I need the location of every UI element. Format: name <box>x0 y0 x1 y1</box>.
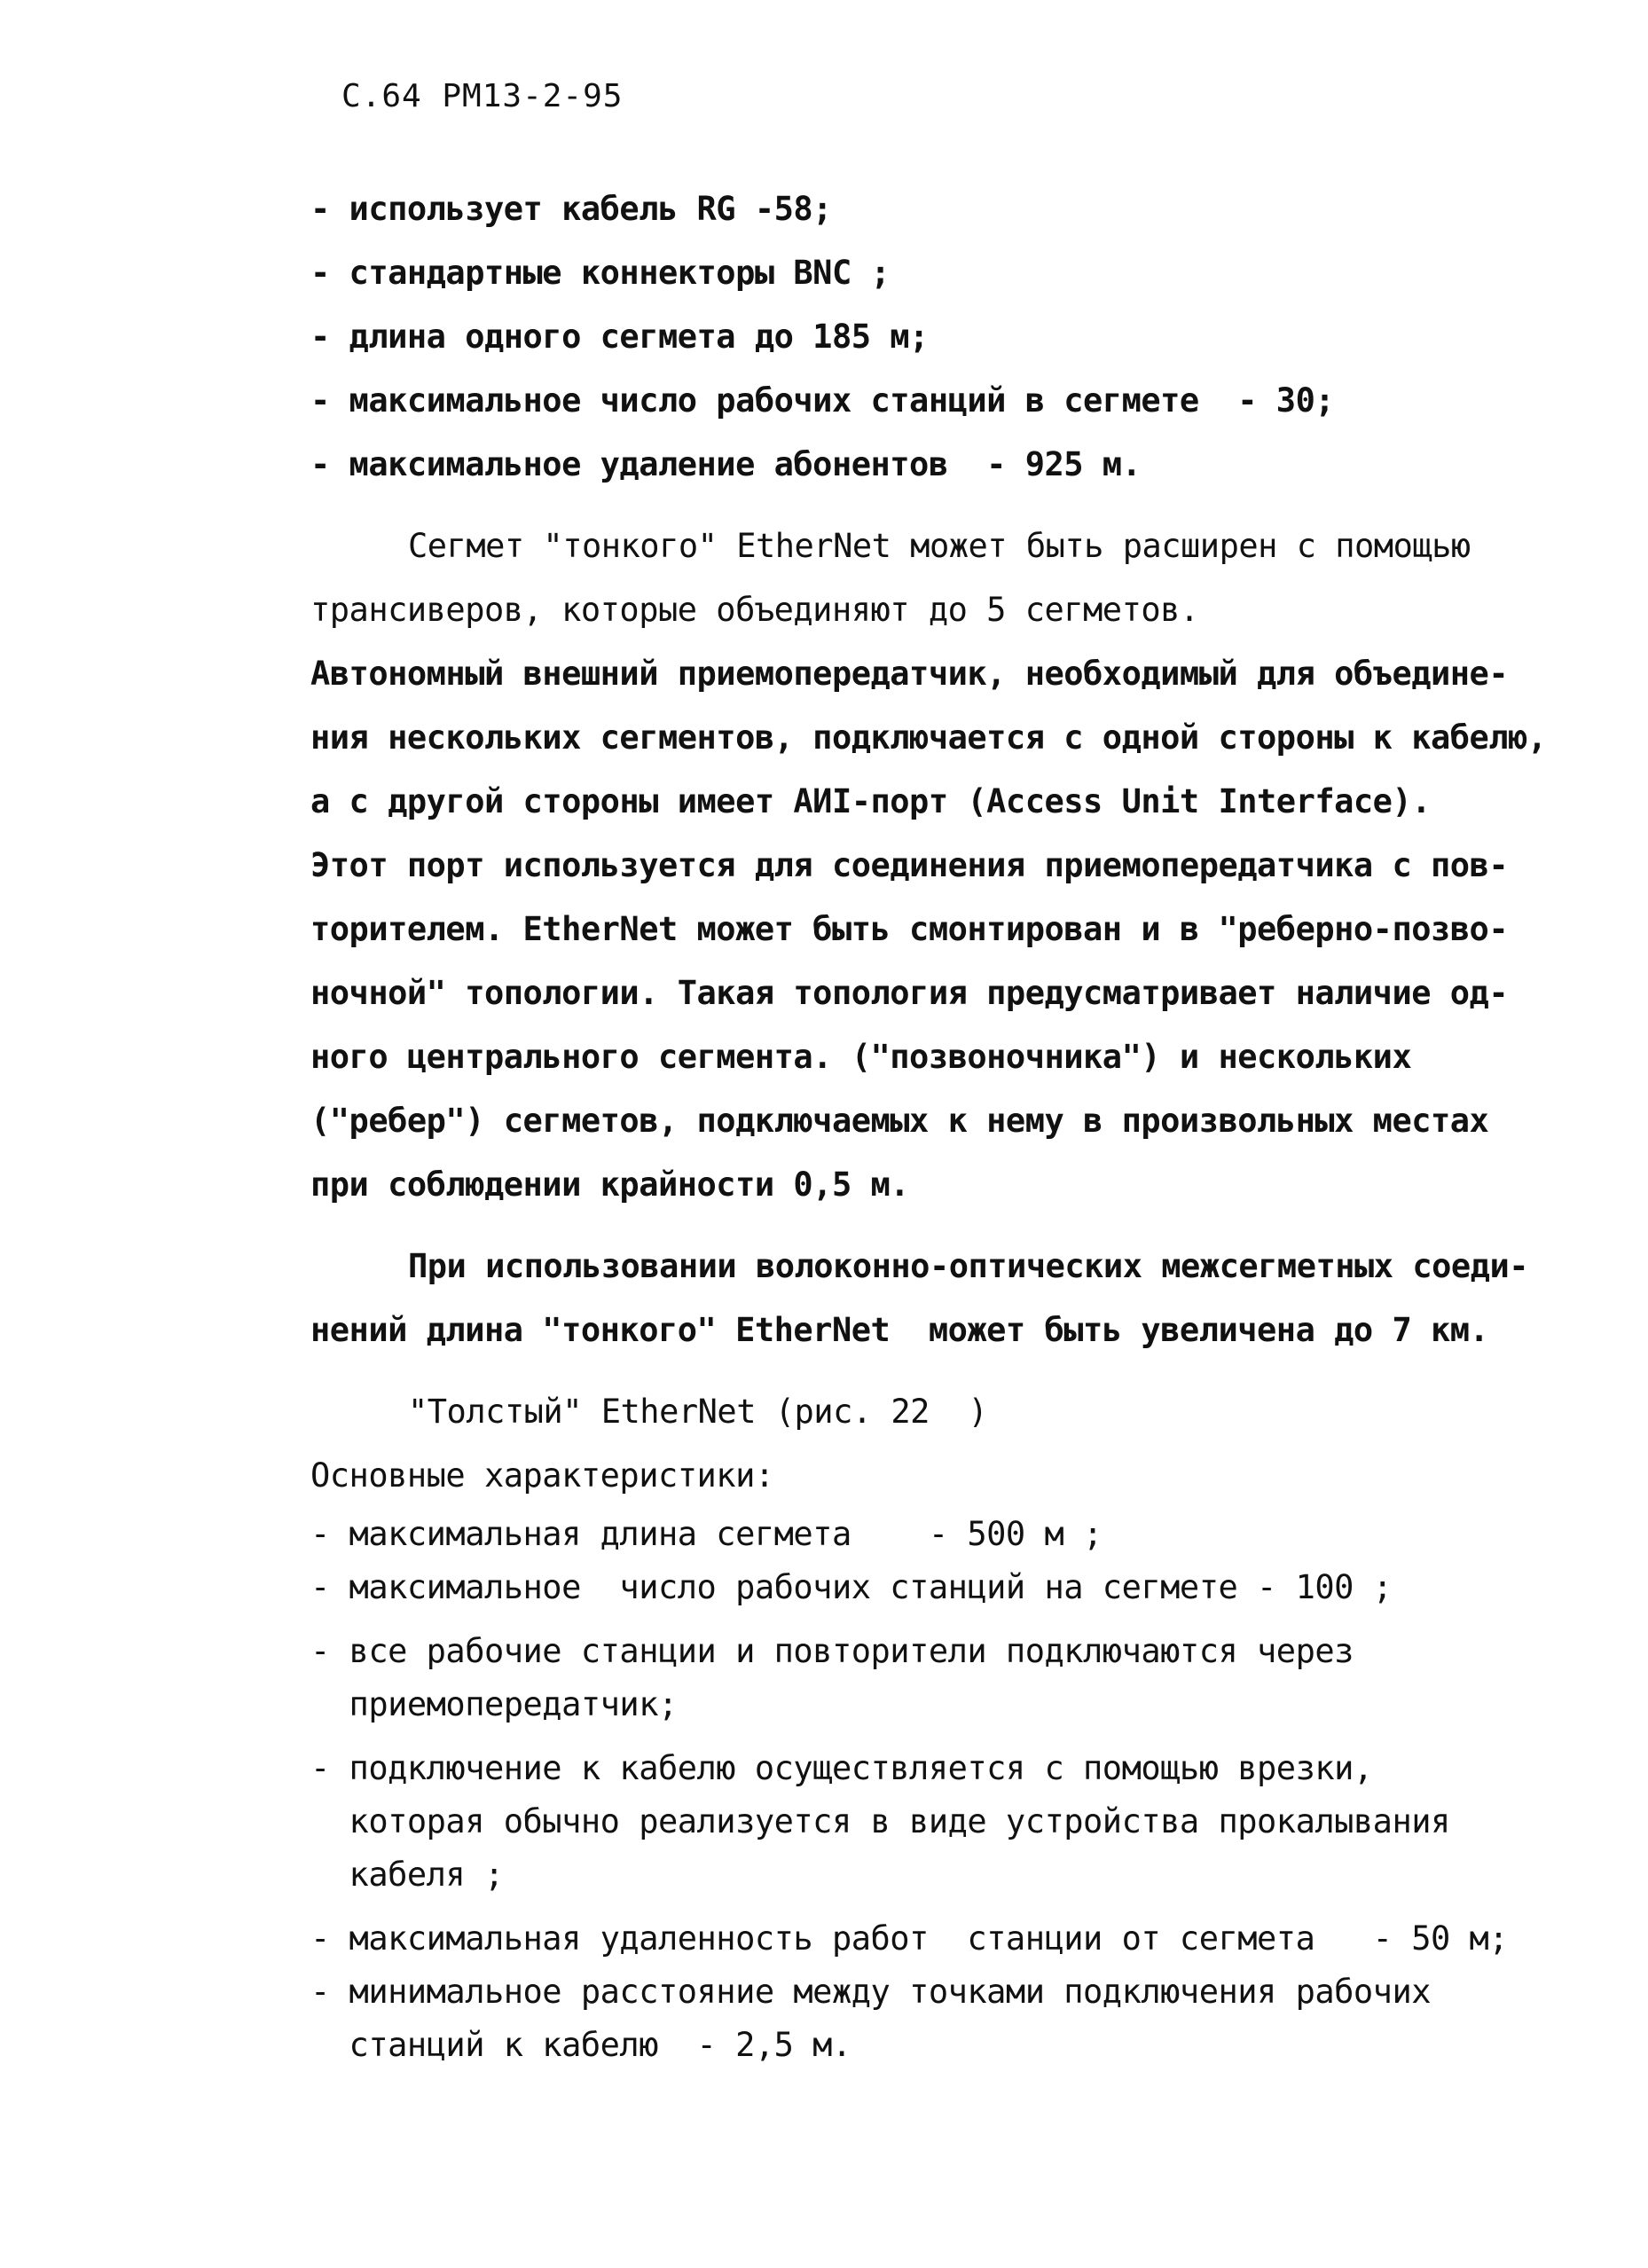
paragraph-line: при соблюдении крайности 0,5 м. <box>310 1165 910 1204</box>
list-item: - использует кабель RG -58; <box>310 190 832 228</box>
list-item: - максимальная удаленность работ станции от сегмета - 50 м; <box>310 1919 1509 1958</box>
section-subtitle: Основные характеристики: <box>310 1456 774 1495</box>
paragraph-line: ночной" топологии. Такая топология предусматривает наличие од- <box>310 974 1509 1012</box>
paragraph-fiber <box>310 1235 1534 1362</box>
list-item: - максимальное число рабочих станций в сегмете - 30; <box>310 381 1335 420</box>
paragraph-line: ("ребер") сегметов, подключаемых к нему в произвольных местах <box>310 1102 1489 1140</box>
paragraph-line: нений длина "тонкого" EtherNet может быть увеличена до 7 км. <box>310 1311 1489 1349</box>
paragraph-line: трансиверов, которые объединяют до 5 сегметов. <box>310 591 1199 629</box>
list-item: - максимальная длина сегмета - 500 м ; <box>310 1515 1103 1553</box>
paragraph-line: При использовании волоконно-оптических межсегметных соеди- <box>408 1247 1529 1285</box>
list-item: - все рабочие станции и повторители подключаются через приемопередатчик; <box>310 1632 1354 1723</box>
thick-ethernet-list <box>310 1508 1534 2072</box>
paragraph-line: Сегмет "тонкого" EtherNet может быть расширен с помощью <box>408 527 1471 565</box>
list-item: - минимальное расстояние между точками подключения рабочих станций к кабелю - 2,5 м. <box>310 1973 1432 2064</box>
paragraph-line: Автономный внешний приемопередатчик, необходимый для объедине- <box>310 655 1509 693</box>
paragraph-thin-ethernet <box>310 514 1547 1217</box>
list-item: - максимальное число рабочих станций на сегмете - 100 ; <box>310 1568 1393 1606</box>
list-item: - подключение к кабелю осуществляется с помощью врезки, которая обычно реализуется в виде устройства прокалывания кабеля ; <box>310 1749 1450 1894</box>
paragraph-line: торителем. EtherNet может быть смонтирован и в "реберно-позво- <box>310 910 1509 948</box>
list-item: - длина одного сегмета до 185 м; <box>310 318 929 356</box>
paragraph-line: Этот порт используется для соединения приемопередатчика с пов- <box>310 846 1509 884</box>
paragraph-line: ного центрального сегмента. ("позвоночника") и нескольких <box>310 1038 1412 1076</box>
section-title: "Толстый" EtherNet (рис. 22 ) <box>408 1393 988 1431</box>
list-item: - максимальное удаление абонентов - 925 м. <box>310 445 1142 483</box>
page-body <box>310 177 1547 2072</box>
page-header: С.64 РМ13-2-95 <box>341 78 624 114</box>
thin-ethernet-list <box>310 177 1534 497</box>
list-item: - стандартные коннекторы BNC ; <box>310 254 891 292</box>
paragraph-line: ния нескольких сегментов, подключается с одной стороны к кабелю, <box>310 718 1547 757</box>
paragraph-line: а с другой стороны имеет АИI-порт (Access Unit Interface). <box>310 782 1432 820</box>
